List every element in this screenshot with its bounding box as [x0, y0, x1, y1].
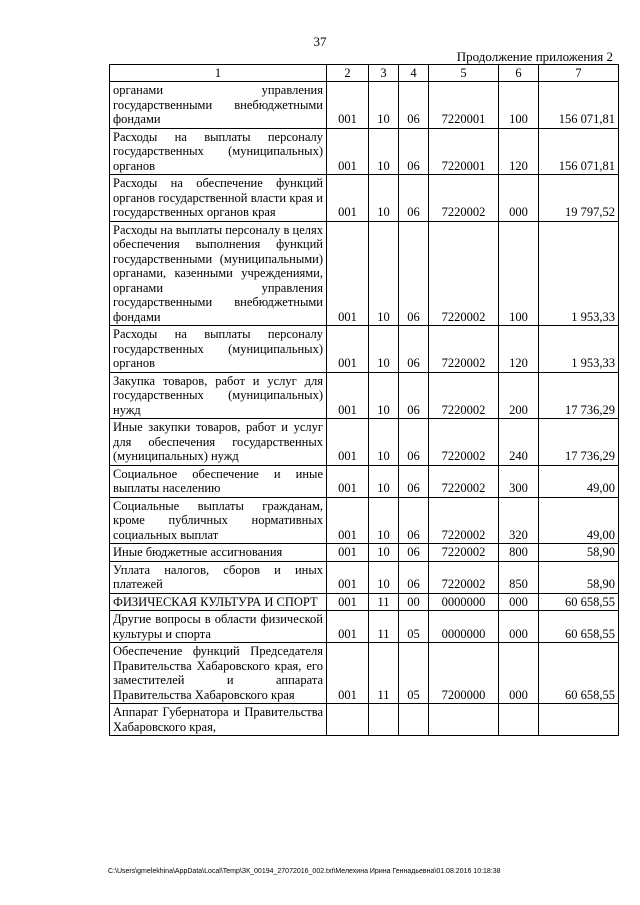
- cell-type: [499, 704, 539, 736]
- table-row: [110, 221, 619, 326]
- cell-amount: 60 658,55: [539, 611, 619, 643]
- cell-section: 10: [369, 128, 399, 175]
- cell-section: 11: [369, 593, 399, 611]
- table-row: [110, 465, 619, 497]
- cell-section: 10: [369, 326, 399, 373]
- budget-table: [109, 64, 619, 736]
- row-name: органами управления государственными внебюджетными фондами: [110, 82, 327, 129]
- column-header: 4: [399, 65, 429, 82]
- table-row: [110, 175, 619, 222]
- cell-subsection: 06: [399, 175, 429, 222]
- cell-subsection: 06: [399, 419, 429, 466]
- cell-type: 240: [499, 419, 539, 466]
- row-name: Закупка товаров, работ и услуг для государственных (муниципальных) нужд: [110, 372, 327, 419]
- cell-target: 7220002: [429, 497, 499, 544]
- header-row: [110, 65, 619, 82]
- table-row: [110, 326, 619, 373]
- cell-section: 10: [369, 465, 399, 497]
- cell-section: 11: [369, 643, 399, 704]
- row-name: Социальное обеспечение и иные выплаты населению: [110, 465, 327, 497]
- row-name: Социальные выплаты гражданам, кроме публичных нормативных социальных выплат: [110, 497, 327, 544]
- column-header: 5: [429, 65, 499, 82]
- row-name: Обеспечение функций Председателя Правительства Хабаровского края, его заместителей и аппарата Правительства Хабаровского края: [110, 643, 327, 704]
- cell-type: 320: [499, 497, 539, 544]
- cell-section: 10: [369, 544, 399, 562]
- cell-code: 001: [327, 544, 369, 562]
- cell-amount: 60 658,55: [539, 593, 619, 611]
- cell-type: 100: [499, 221, 539, 326]
- page-number: 37: [313, 34, 327, 49]
- cell-code: [327, 704, 369, 736]
- cell-section: 10: [369, 221, 399, 326]
- cell-type: 200: [499, 372, 539, 419]
- row-name: Расходы на выплаты персоналу государственных (муниципальных) органов: [110, 326, 327, 373]
- cell-subsection: [399, 704, 429, 736]
- cell-subsection: 06: [399, 326, 429, 373]
- cell-type: 000: [499, 611, 539, 643]
- table-row: [110, 704, 619, 736]
- table-row: [110, 561, 619, 593]
- cell-section: [369, 704, 399, 736]
- continuation-label: Продолжение приложения 2: [456, 49, 613, 64]
- cell-type: 850: [499, 561, 539, 593]
- cell-section: 10: [369, 419, 399, 466]
- cell-subsection: 06: [399, 465, 429, 497]
- table-row: [110, 372, 619, 419]
- row-name: Расходы на выплаты персоналу государственных (муниципальных) органов: [110, 128, 327, 175]
- column-header: 3: [369, 65, 399, 82]
- cell-subsection: 06: [399, 372, 429, 419]
- cell-subsection: 05: [399, 611, 429, 643]
- cell-target: 7220002: [429, 465, 499, 497]
- column-header: 2: [327, 65, 369, 82]
- cell-type: 120: [499, 326, 539, 373]
- cell-type: 300: [499, 465, 539, 497]
- cell-section: 10: [369, 561, 399, 593]
- row-name: Иные закупки товаров, работ и услуг для обеспечения государственных (муниципальных) нужд: [110, 419, 327, 466]
- cell-target: 0000000: [429, 593, 499, 611]
- cell-section: 10: [369, 175, 399, 222]
- cell-subsection: 06: [399, 128, 429, 175]
- column-header: 6: [499, 65, 539, 82]
- cell-target: 0000000: [429, 611, 499, 643]
- table-row: [110, 128, 619, 175]
- cell-amount: 49,00: [539, 465, 619, 497]
- cell-section: 11: [369, 611, 399, 643]
- cell-amount: 58,90: [539, 544, 619, 562]
- cell-amount: 60 658,55: [539, 643, 619, 704]
- cell-type: 000: [499, 593, 539, 611]
- cell-section: 10: [369, 372, 399, 419]
- cell-subsection: 06: [399, 497, 429, 544]
- table-row: [110, 497, 619, 544]
- cell-target: 7220002: [429, 544, 499, 562]
- cell-amount: 58,90: [539, 561, 619, 593]
- cell-subsection: 06: [399, 82, 429, 129]
- cell-subsection: 00: [399, 593, 429, 611]
- row-name: Иные бюджетные ассигнования: [110, 544, 327, 562]
- cell-amount: 156 071,81: [539, 128, 619, 175]
- cell-target: 7220002: [429, 561, 499, 593]
- cell-code: 001: [327, 128, 369, 175]
- cell-amount: 1 953,33: [539, 326, 619, 373]
- cell-target: 7220002: [429, 419, 499, 466]
- row-name: Расходы на выплаты персоналу в целях обеспечения выполнения функций государственными (муниципальными) органами, казенными учреждениями, органами управления государственными внебюджетными фондами: [110, 221, 327, 326]
- row-name: Расходы на обеспечение функций органов государственной власти края и государственных органов края: [110, 175, 327, 222]
- table-row: [110, 82, 619, 129]
- cell-code: 001: [327, 561, 369, 593]
- cell-code: 001: [327, 175, 369, 222]
- cell-code: 001: [327, 465, 369, 497]
- footer-file-path: C:\Users\gmelekhina\AppData\Local\Temp\ЗК_00194_27072016_002.txt\Мелехина Ирина Геннадьевна\01.08.2016 10:18:38: [108, 868, 501, 875]
- cell-amount: 17 736,29: [539, 372, 619, 419]
- cell-target: 7220002: [429, 221, 499, 326]
- table-row: [110, 544, 619, 562]
- cell-type: 000: [499, 175, 539, 222]
- cell-amount: 17 736,29: [539, 419, 619, 466]
- row-name: ФИЗИЧЕСКАЯ КУЛЬТУРА И СПОРТ: [110, 593, 327, 611]
- cell-code: 001: [327, 593, 369, 611]
- table-row: [110, 611, 619, 643]
- cell-code: 001: [327, 643, 369, 704]
- cell-type: 800: [499, 544, 539, 562]
- cell-amount: 49,00: [539, 497, 619, 544]
- cell-amount: 1 953,33: [539, 221, 619, 326]
- cell-subsection: 06: [399, 544, 429, 562]
- cell-code: 001: [327, 326, 369, 373]
- row-name: Другие вопросы в области физической культуры и спорта: [110, 611, 327, 643]
- cell-target: 7220002: [429, 372, 499, 419]
- table-row: [110, 643, 619, 704]
- cell-code: 001: [327, 497, 369, 544]
- cell-target: 7220001: [429, 128, 499, 175]
- cell-code: 001: [327, 611, 369, 643]
- cell-amount: 156 071,81: [539, 82, 619, 129]
- cell-amount: 19 797,52: [539, 175, 619, 222]
- cell-amount: [539, 704, 619, 736]
- cell-type: 000: [499, 643, 539, 704]
- cell-code: 001: [327, 372, 369, 419]
- row-name: Уплата налогов, сборов и иных платежей: [110, 561, 327, 593]
- cell-code: 001: [327, 419, 369, 466]
- cell-subsection: 06: [399, 561, 429, 593]
- cell-section: 10: [369, 82, 399, 129]
- row-name: Аппарат Губернатора и Правительства Хабаровского края,: [110, 704, 327, 736]
- cell-target: 7220002: [429, 326, 499, 373]
- cell-type: 100: [499, 82, 539, 129]
- table-row: [110, 419, 619, 466]
- cell-subsection: 05: [399, 643, 429, 704]
- cell-target: 7220001: [429, 82, 499, 129]
- table-row: [110, 593, 619, 611]
- cell-target: [429, 704, 499, 736]
- cell-section: 10: [369, 497, 399, 544]
- cell-type: 120: [499, 128, 539, 175]
- cell-target: 7200000: [429, 643, 499, 704]
- cell-target: 7220002: [429, 175, 499, 222]
- cell-code: 001: [327, 82, 369, 129]
- column-header: 7: [539, 65, 619, 82]
- column-header: 1: [110, 65, 327, 82]
- cell-code: 001: [327, 221, 369, 326]
- cell-subsection: 06: [399, 221, 429, 326]
